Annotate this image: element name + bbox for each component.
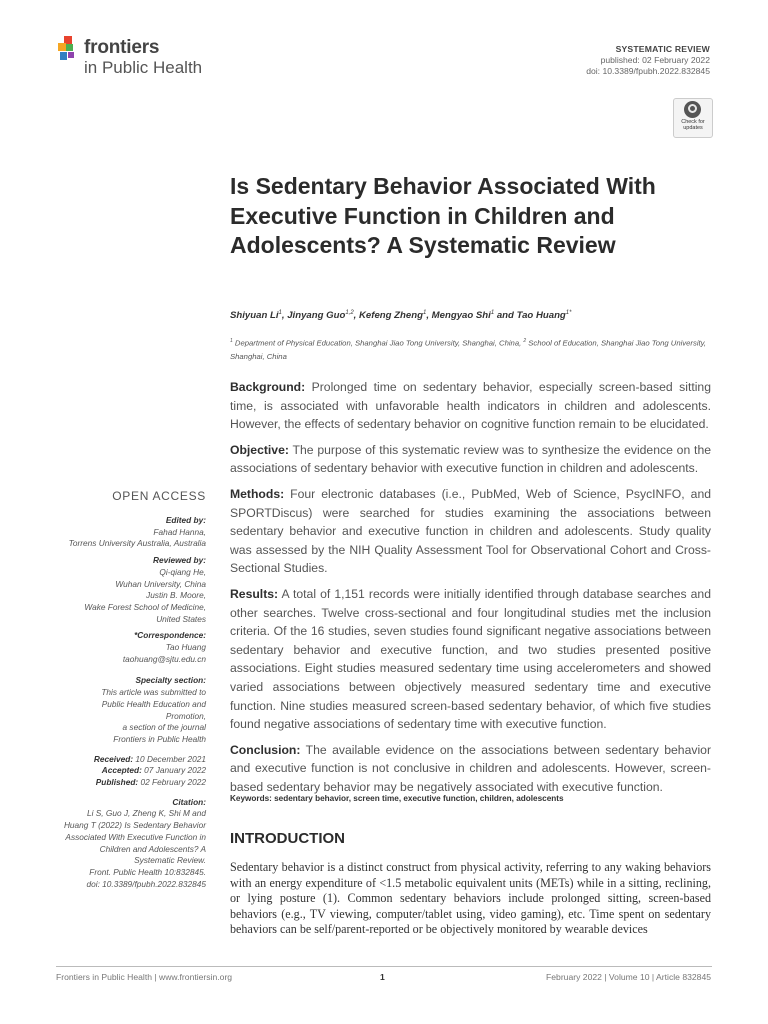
author-affil-num: 1* — [565, 310, 572, 316]
abstract-objective — [230, 441, 711, 478]
footer-journal-link[interactable]: Frontiers in Public Health | www.frontiersin.org — [56, 972, 233, 982]
citation-line: Li S, Guo J, Zheng K, Shi M and — [87, 808, 206, 819]
abstract-conclusion — [230, 741, 711, 797]
author-name[interactable]: Mengyao Shi — [431, 310, 491, 322]
edited-by — [36, 515, 206, 550]
abstract-text: Four electronic databases (i.e., PubMed, Web of Science, PsycINFO, and SPORTDiscus) were searched for studies examining the associations between sedentary behavior and executive function in children and adolescents. Study quality was assessed by the NIH Quality Assessment Tool for Observational Cohort and Cross-Sectional Studies. — [230, 486, 711, 576]
received-label: Received: — [93, 753, 134, 764]
author-affil-num: 1 — [422, 310, 427, 316]
journal-name-word2: in Public Health — [84, 58, 203, 77]
specialty-line: Promotion, — [165, 710, 206, 721]
abstract-results — [230, 585, 711, 734]
published-label: Published: — [95, 777, 139, 788]
abstract-text: The available evidence on the associations between sedentary behavior and executive function is not conclusive in children and adolescents. However, screen-based sedentary behavior may be negatively associated with executive function. — [230, 742, 711, 794]
citation-line: Children and Adolescents? A — [99, 843, 206, 854]
correspondence-email[interactable]: taohuang@sjtu.edu.cn — [122, 653, 206, 664]
reviewed-by-label: Reviewed by: — [152, 555, 206, 566]
footer-divider — [56, 966, 712, 967]
article-title: Is Sedentary Behavior Associated With Executive Function in Children and Adolescents? A Systematic Review — [230, 173, 656, 258]
open-access-label: OPEN ACCESS — [112, 489, 206, 503]
author-conjunction: and — [496, 310, 514, 322]
abstract-label: Background: — [230, 380, 306, 394]
specialty-line: a section of the journal — [122, 722, 206, 733]
citation-label: Citation: — [172, 796, 206, 807]
abstract-methods — [230, 485, 711, 578]
check-for-updates-badge[interactable] — [673, 98, 713, 138]
accepted-value: 07 January 2022 — [144, 765, 206, 776]
article-sidebar — [36, 515, 206, 895]
abstract-label: Methods: — [230, 486, 285, 501]
correspondence-name: Tao Huang — [165, 642, 206, 653]
accepted-label: Accepted: — [101, 765, 142, 776]
received-value: 10 December 2021 — [135, 753, 206, 764]
specialty-line: This article was submitted to — [101, 687, 206, 698]
citation — [36, 797, 206, 891]
affil-num: 1 — [230, 338, 233, 344]
abstract-label: Results: — [230, 586, 279, 601]
edited-by-label: Edited by: — [165, 515, 206, 525]
specialty-label: Specialty section: — [135, 675, 206, 686]
author-name[interactable]: Tao Huang — [516, 310, 566, 322]
published-value: 02 February 2022 — [140, 777, 206, 788]
abstract-text: The purpose of this systematic review was to synthesize the evidence on the associations of sedentary behavior with executive function in children and adolescents. — [230, 442, 712, 476]
abstract-text: Prolonged time on sedentary behavior, especially screen-based sitting time, is associated with unfavorable health indicators in children and adolescents. However, the effects of sedentary behavior on cognitive function remain to be elucidated. — [230, 380, 711, 432]
journal-logo[interactable] — [56, 34, 226, 80]
abstract-label: Objective: — [230, 442, 289, 457]
author-name[interactable]: Shiyuan Li — [230, 310, 279, 322]
frontiers-logo-icon — [56, 34, 82, 64]
published-date-side — [36, 777, 206, 789]
citation-line: Front. Public Health 10:832845. — [89, 866, 206, 877]
specialty-section — [36, 675, 206, 745]
received-date — [36, 754, 206, 766]
article-type: SYSTEMATIC REVIEW — [615, 44, 710, 54]
correspondence — [36, 630, 206, 665]
author-affil-num: 1,2 — [345, 310, 354, 316]
keywords: Keywords: sedentary behavior, screen time, executive function, children, adolescents — [230, 794, 564, 803]
reviewer-line: Wake Forest School of Medicine, — [84, 601, 206, 612]
author-name[interactable]: Kefeng Zheng — [359, 310, 423, 322]
reviewed-by — [36, 555, 206, 625]
citation-line: doi: 10.3389/fpubh.2022.832845 — [86, 878, 206, 889]
author-affil-num: 1 — [278, 310, 282, 316]
reviewer-line: Wuhan University, China — [115, 578, 206, 589]
check-updates-label: Check for updates — [681, 119, 705, 131]
check-updates-icon — [684, 101, 701, 118]
introduction-paragraph: Sedentary behavior is a distinct construct from physical activity, referring to any waking behaviors with an energy expenditure of <1.5 metabolic equivalent units (METs) while in a sitting, reclining, or lying posture (1). Common sedentary behaviors include prolonged sitting, screen-based behaviors (e.g., TV viewing, computer/tablet using, video gaming), etc. Time spent on sedentary behaviors can be self/parent-reported or be objectively monitored by wearable devices — [230, 860, 711, 937]
author-name[interactable]: Jinyang Guo — [287, 310, 346, 322]
correspondence-label: *Correspondence: — [134, 630, 206, 641]
affiliations — [230, 335, 710, 363]
citation-line: Systematic Review. — [134, 855, 206, 866]
journal-name-word1: frontiers — [84, 37, 160, 58]
published-date: published: 02 February 2022 — [600, 55, 710, 65]
affiliation-2: School of Education, Shanghai Jiao Tong University, Shanghai, China — [230, 338, 707, 361]
footer-issue-info: February 2022 | Volume 10 | Article 832845 — [546, 972, 711, 982]
section-heading-introduction: INTRODUCTION — [230, 830, 345, 847]
editor-line: Fahad Hanna, — [153, 526, 206, 537]
affil-num: 2 — [523, 338, 527, 344]
author-affil-num: 1 — [490, 310, 495, 316]
reviewer-line: Justin B. Moore, — [146, 590, 206, 601]
article-meta-header — [586, 44, 710, 77]
article-dates — [36, 754, 206, 789]
abstract-label: Conclusion: — [230, 742, 301, 757]
abstract-background — [230, 378, 711, 434]
citation-line: Huang T (2022) Is Sedentary Behavior — [63, 820, 206, 831]
author-list: Shiyuan Li$^1$, Jinyang Guo$^{1,2}$, Kefeng Zheng$^1$, Mengyao Shi$^1$ and Tao Huang$^{1*}$ — [230, 310, 572, 322]
specialty-line: Public Health Education and — [101, 698, 206, 709]
accepted-date — [36, 765, 206, 777]
editor-line: Torrens University Australia, Australia — [68, 538, 206, 549]
abstract — [230, 378, 711, 803]
page-number: 1 — [380, 972, 385, 982]
reviewer-line: Qi-qiang He, — [159, 566, 206, 577]
abstract-text: A total of 1,151 records were initially identified through database searches and other searches. Twelve cross-sectional and four longitudinal studies met the inclusion criteria. Of the 16 studies, seven studies found significant negative associations between sedentary behavior and executive function, and two studies presented positive associations. Eight studies measured sedentary time using accelerometers and showed varied associations between objectively measured sedentary time and executive function. Nine studies measured screen-based sedentary behavior, of which five studies found negative associations of sedentary time with executive function. — [230, 586, 711, 732]
reviewer-line: United States — [156, 613, 206, 624]
citation-line: Associated With Executive Function in — [65, 831, 206, 842]
affiliation-1: Department of Physical Education, Shanghai Jiao Tong University, Shanghai, China, — [234, 338, 522, 348]
specialty-line: Frontiers in Public Health — [113, 733, 206, 744]
doi-link[interactable]: doi: 10.3389/fpubh.2022.832845 — [586, 66, 710, 76]
